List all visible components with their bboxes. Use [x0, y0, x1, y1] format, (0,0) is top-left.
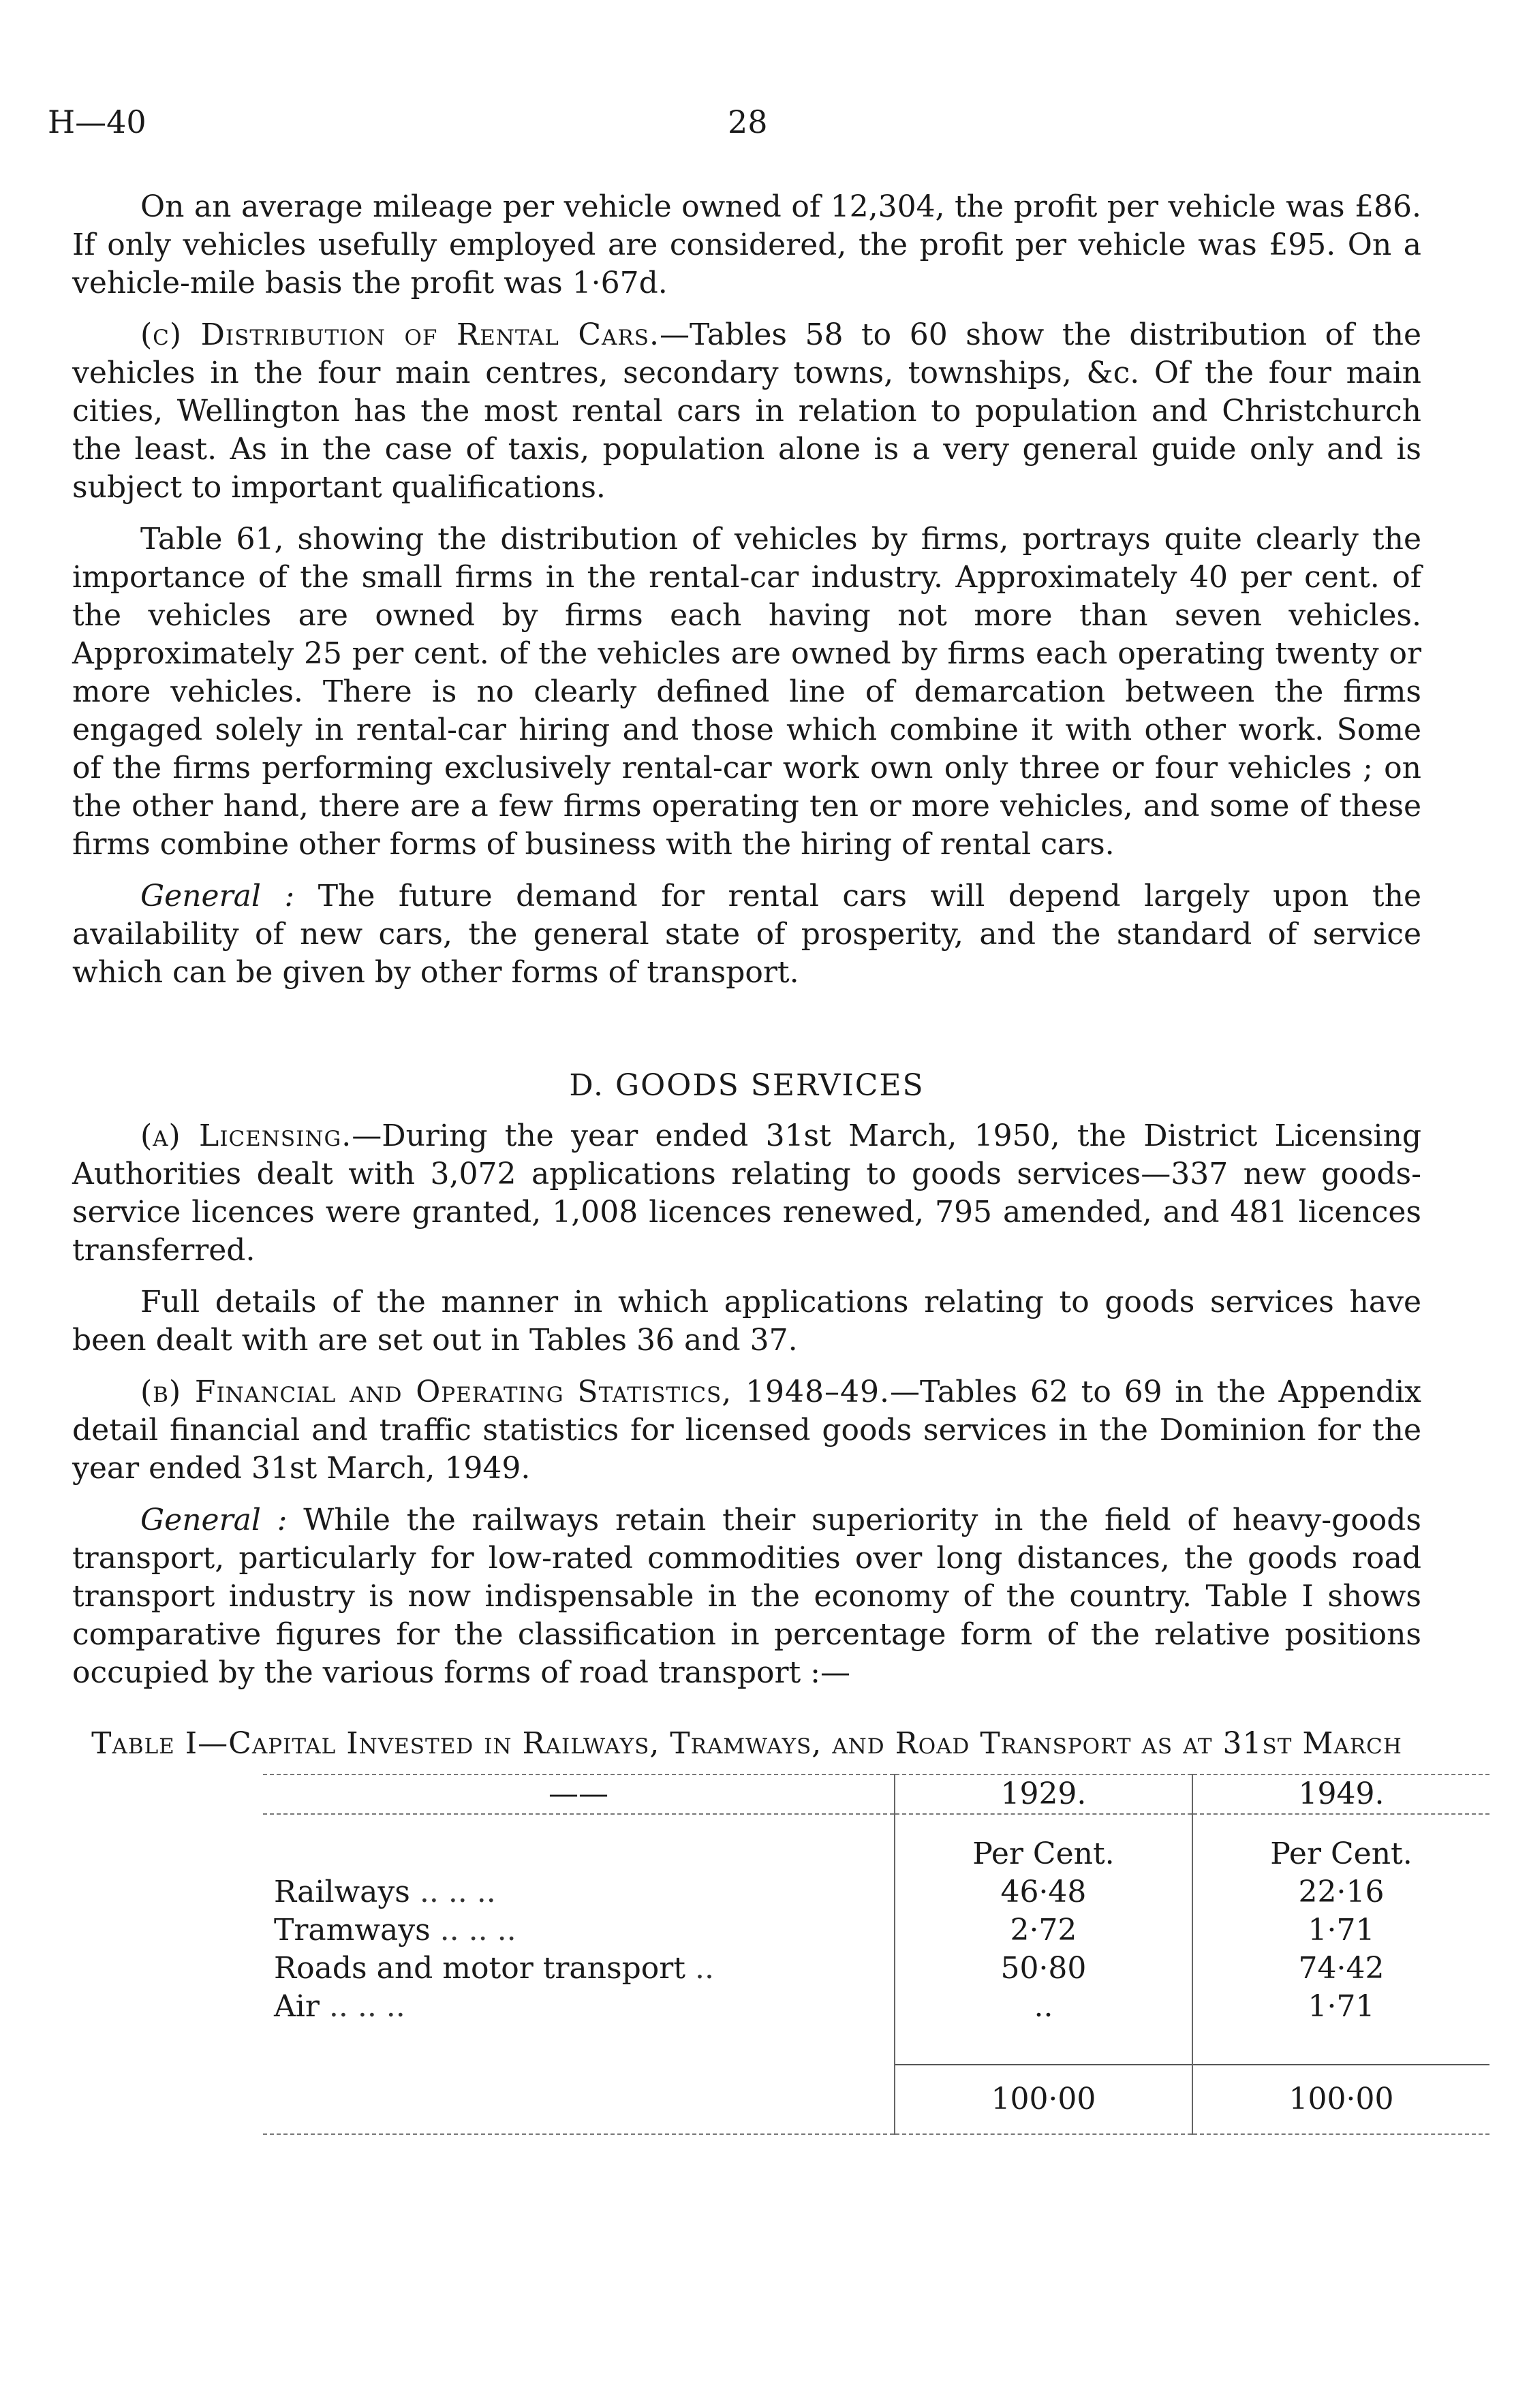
paragraph-general-goods: General : While the railways retain their superiority in the field of heavy-goods transport, particularly for low-rated commodities over long distances, the goods road transport industry is now indispensable in the economy of the country. Table I shows comparative figures for the classification in percentage form of the relative positions occupied by the various forms of road transport :—	[72, 1503, 1421, 1690]
table-unit-row	[263, 1814, 1489, 1873]
paragraph-statistics: (b) Financial and Operating Statistics, 1948–49.—Tables 62 to 69 in the Appendix detail financial and traffic statistics for licensed goods services in the Dominion for the year ended 31st March, 1949.	[72, 1375, 1421, 1486]
cell-1949: 1·71	[1192, 1911, 1489, 1950]
row-label: Railways	[274, 1875, 410, 1909]
table-total-row	[263, 2065, 1489, 2134]
row-label: Air	[274, 1989, 320, 2024]
cell-1929: 50·80	[895, 1950, 1192, 1988]
row-label: Tramways	[274, 1913, 431, 1948]
paragraph-label: General :	[140, 879, 295, 913]
table-row	[263, 1911, 1489, 1950]
table-corner: ——	[263, 1774, 895, 1814]
page-number: 28	[728, 104, 768, 140]
paragraph-licensing: (a) Licensing.—During the year ended 31st March, 1950, the District Licensing Authorities dealt with 3,072 applications relating to goods services—337 new goods-service licences were granted, 1,008 licences renewed, 795 amended, and 481 licences transferred.	[72, 1119, 1421, 1268]
paragraph-profit: On an average mileage per vehicle owned of 12,304, the profit per vehicle was £86. If only vehicles usefully employed are considered, the profit per vehicle was £95. On a vehicle-mile basis the profit was 1·67d.	[72, 189, 1421, 300]
cell-1929: ..	[895, 1988, 1192, 2026]
paragraph-details: Full details of the manner in which applications relating to goods services have been dealt with are set out in Tables 36 and 37.	[72, 1285, 1421, 1358]
total-1949: 100·00	[1192, 2065, 1489, 2134]
cell-1949: 22·16	[1192, 1873, 1489, 1911]
document-code: H—40	[48, 104, 146, 140]
paragraph-firms: Table 61, showing the distribution of vehicles by firms, portrays quite clearly the importance of the small firms in the rental-car industry. Approximately 40 per cent. of the vehicles are owned by firms each having not more than seven vehicles. Approximately 25 per cent. of the vehicles are owned by firms each operating twenty or more vehicles. There is no clearly defined line of demarcation between the firms engaged solely in rental-car hiring and those which combine it with other work. Some of the firms performing exclusively rental-car work own only three or four vehicles ; on the other hand, there are a few firms operating ten or more vehicles, and some of these firms combine other forms of business with the hiring of rental cars.	[72, 522, 1421, 862]
row-leaders: .. .. ..	[419, 1875, 496, 1909]
column-header-1929: 1929.	[895, 1774, 1192, 1814]
table-caption: Table I—Capital Invested in Railways, Tramways, and Road Transport as at 31st March	[91, 1726, 1402, 1761]
paragraph-general-rental: General : The future demand for rental cars will depend largely upon the availability of new cars, the general state of prosperity, and the standard of service which can be given by other forms of transport.	[72, 879, 1421, 990]
row-leaders: .. .. ..	[328, 1989, 405, 2024]
table-row	[263, 1988, 1489, 2026]
table-row	[263, 1950, 1489, 1988]
paragraph-label: General :	[140, 1503, 288, 1537]
paragraph-label: (b) Financial and Operating Statistics, 1948–49.	[140, 1375, 891, 1409]
column-header-1949: 1949.	[1192, 1774, 1489, 1814]
unit-label-1949: Per Cent.	[1192, 1814, 1489, 1873]
row-leaders: .. .. ..	[439, 1913, 516, 1948]
unit-label-1929: Per Cent.	[895, 1814, 1192, 1873]
cell-1949: 1·71	[1192, 1988, 1489, 2026]
paragraph-label: (c) Distribution of Rental Cars.	[140, 317, 660, 352]
table-row	[263, 1873, 1489, 1911]
table-header-row	[263, 1774, 1489, 1814]
row-label: Roads and motor transport	[274, 1951, 685, 1986]
cell-1929: 2·72	[895, 1911, 1192, 1950]
body-text	[72, 188, 1421, 2135]
total-1929: 100·00	[895, 2065, 1192, 2134]
row-leaders: ..	[694, 1951, 714, 1986]
paragraph-distribution: (c) Distribution of Rental Cars.—Tables 58 to 60 show the distribution of the vehicles in the four main centres, secondary towns, townships, &c. Of the four main cities, Wellington has the most rental cars in relation to population and Christchurch the least. As in the case of taxis, population alone is a very general guide only and is subject to important qualifications.	[72, 317, 1421, 505]
cell-1949: 74·42	[1192, 1950, 1489, 1988]
capital-invested-table	[263, 1774, 1489, 2135]
cell-1929: 46·48	[895, 1873, 1192, 1911]
section-heading: D. GOODS SERVICES	[569, 1068, 925, 1103]
paragraph-label: (a) Licensing.	[140, 1119, 352, 1153]
